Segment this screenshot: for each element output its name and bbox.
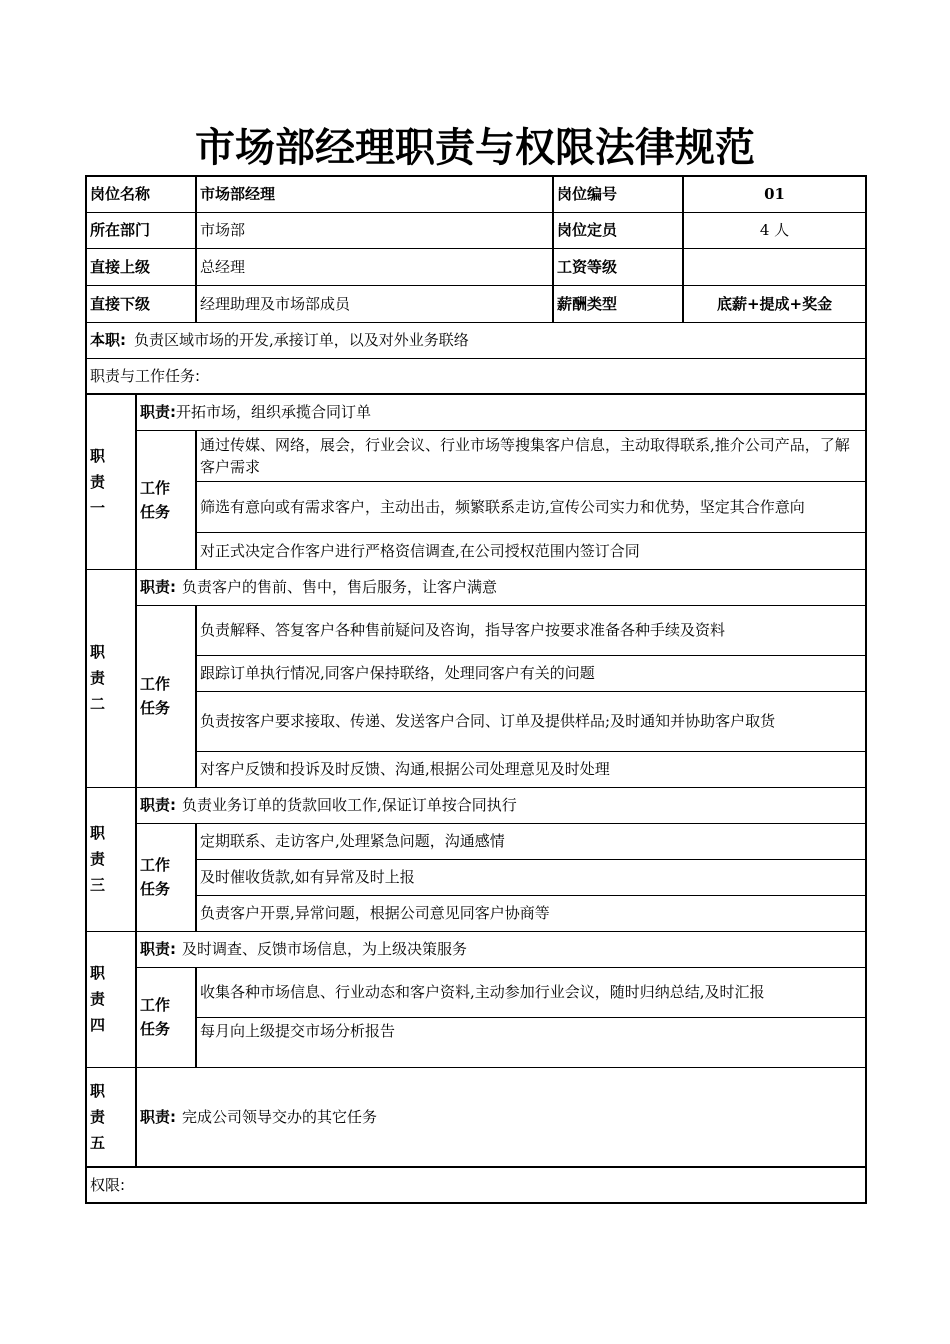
- duty-4-label: [86, 931, 136, 1067]
- row-superior: [86, 248, 866, 285]
- duty-5-text: 完成公司领导交办的其它任务: [182, 1107, 378, 1126]
- duty-2-task-4: 对客户反馈和投诉及时反馈、沟通,根据公司处理意见及时处理: [196, 751, 866, 787]
- duty-1-task-2: 筛选有意向或有需求客户，主动出击，频繁联系走访,宣传公司实力和优势，坚定其合作意向: [196, 481, 866, 532]
- duty-4-tasks-label-text: 工作任务: [140, 996, 171, 1038]
- duty-3-text: 负责业务订单的货款回收工作,保证订单按合同执行: [182, 796, 517, 814]
- duty-2-task-row: [86, 691, 866, 751]
- duty-1-tasks-label-text: 工作任务: [140, 478, 171, 521]
- headcount-label: 岗位定员: [553, 212, 683, 248]
- duty-5-label: [86, 1067, 136, 1167]
- duty-3-label: [86, 787, 136, 931]
- duty-3-task-2: 及时催收货款,如有异常及时上报: [196, 859, 866, 895]
- duty-5-row: [86, 1067, 866, 1167]
- duty-5-desc: [136, 1067, 866, 1167]
- duty-2-text: 负责客户的售前、售中，售后服务，让客户满意: [182, 578, 498, 596]
- position-name-value: 市场部经理: [196, 176, 553, 212]
- duty-3-task-row: [86, 895, 866, 931]
- department-label: 所在部门: [86, 212, 196, 248]
- duty-2-task-1: 负责解释、答复客户各种售前疑问及咨询，指导客户按要求准备各种手续及资料: [196, 605, 866, 655]
- duty-2-label: [86, 569, 136, 787]
- headcount-value: 4 人: [683, 212, 866, 248]
- duty-1-label: [86, 394, 136, 569]
- subordinate-label: 直接下级: [86, 285, 196, 322]
- duty-summary: [86, 322, 866, 358]
- duty-4-tasks-label: [136, 967, 196, 1067]
- duty-4-desc: [136, 931, 866, 967]
- document-title: 市场部经理职责与权限法律规范: [195, 124, 755, 171]
- duty-5-prefix: 职责:: [140, 1107, 176, 1126]
- duty-4-prefix: 职责:: [140, 940, 176, 958]
- duty-3-task-row: [86, 823, 866, 859]
- duty-1-tasks-label: [136, 430, 196, 569]
- duty-2-prefix: 职责:: [140, 578, 176, 596]
- duty-4-task-row: [86, 967, 866, 1017]
- duty-4-task-2: 每月向上级提交市场分析报告: [196, 1017, 866, 1067]
- row-department: [86, 212, 866, 248]
- salary-grade-value: [683, 248, 866, 285]
- duty-summary-text: 负责区域市场的开发,承接订单，以及对外业务联络: [134, 331, 469, 349]
- duty-5-name: 职责五: [90, 1081, 106, 1152]
- duty-1-task-1: 通过传媒、网络，展会，行业会议、行业市场等搜集客户信息，主动取得联系,推介公司产品，了解客户需求: [196, 430, 866, 481]
- row-responsibilities-heading: [86, 358, 866, 394]
- duty-1-task-3: 对正式决定合作客户进行严格资信调查,在公司授权范围内签订合同: [196, 532, 866, 569]
- department-value: 市场部: [196, 212, 553, 248]
- position-name-label: 岗位名称: [86, 176, 196, 212]
- duty-2-task-3: 负责按客户要求接取、传递、发送客户合同、订单及提供样品;及时通知并协助客户取货: [196, 691, 866, 751]
- pay-type-value: 底薪+提成+奖金: [683, 285, 866, 322]
- responsibilities-heading: 职责与工作任务:: [86, 358, 866, 394]
- duty-1-desc: [136, 394, 866, 430]
- duty-4-task-1: 收集各种市场信息、行业动态和客户资料,主动参加行业会议，随时归纳总结,及时汇报: [196, 967, 866, 1017]
- duty-4-task-row: [86, 1017, 866, 1067]
- duty-1-name: 职责一: [90, 446, 106, 517]
- pay-type-label: 薪酬类型: [553, 285, 683, 322]
- duty-3-task-row: [86, 859, 866, 895]
- superior-value: 总经理: [196, 248, 553, 285]
- duty-3-desc: [136, 787, 866, 823]
- duty-3-row: [86, 787, 866, 823]
- subordinate-value: 经理助理及市场部成员: [196, 285, 553, 322]
- duty-3-tasks-label: [136, 823, 196, 931]
- duty-2-name: 职责二: [90, 643, 106, 713]
- duty-2-tasks-label-text: 工作任务: [140, 675, 171, 717]
- duty-1-text: 开拓市场，组织承揽合同订单: [176, 403, 372, 422]
- duty-3-tasks-label-text: 工作任务: [140, 856, 171, 898]
- duty-1-prefix: 职责:: [140, 403, 176, 422]
- duty-4-name: 职责四: [90, 964, 106, 1034]
- duty-3-task-3: 负责客户开票,异常问题，根据公司意见同客户协商等: [196, 895, 866, 931]
- duty-2-tasks-label: [136, 605, 196, 787]
- position-code-value: 01: [683, 176, 866, 212]
- row-subordinate: [86, 285, 866, 322]
- duty-2-task-row: [86, 605, 866, 655]
- row-authority-heading: [86, 1167, 866, 1203]
- row-position-name: [86, 176, 866, 212]
- duty-1-task-row: [86, 532, 866, 569]
- duty-1-task-row: [86, 430, 866, 481]
- position-code-label: 岗位编号: [553, 176, 683, 212]
- row-duty-summary: [86, 322, 866, 358]
- duty-2-desc: [136, 569, 866, 605]
- job-description-table: [85, 175, 867, 1204]
- duty-1-task-row: [86, 481, 866, 532]
- duty-2-row: [86, 569, 866, 605]
- duty-2-task-row: [86, 655, 866, 691]
- duty-2-task-row: [86, 751, 866, 787]
- duty-3-prefix: 职责:: [140, 796, 176, 814]
- duty-4-text: 及时调查、反馈市场信息，为上级决策服务: [182, 940, 468, 958]
- duty-summary-label: 本职:: [90, 331, 126, 349]
- duty-3-task-1: 定期联系、走访客户,处理紧急问题，沟通感情: [196, 823, 866, 859]
- duty-3-name: 职责三: [90, 824, 106, 894]
- superior-label: 直接上级: [86, 248, 196, 285]
- authority-heading: 权限:: [86, 1167, 866, 1203]
- duty-1-row: [86, 394, 866, 430]
- salary-grade-label: 工资等级: [553, 248, 683, 285]
- duty-4-row: [86, 931, 866, 967]
- duty-2-task-2: 跟踪订单执行情况,同客户保持联络，处理同客户有关的问题: [196, 655, 866, 691]
